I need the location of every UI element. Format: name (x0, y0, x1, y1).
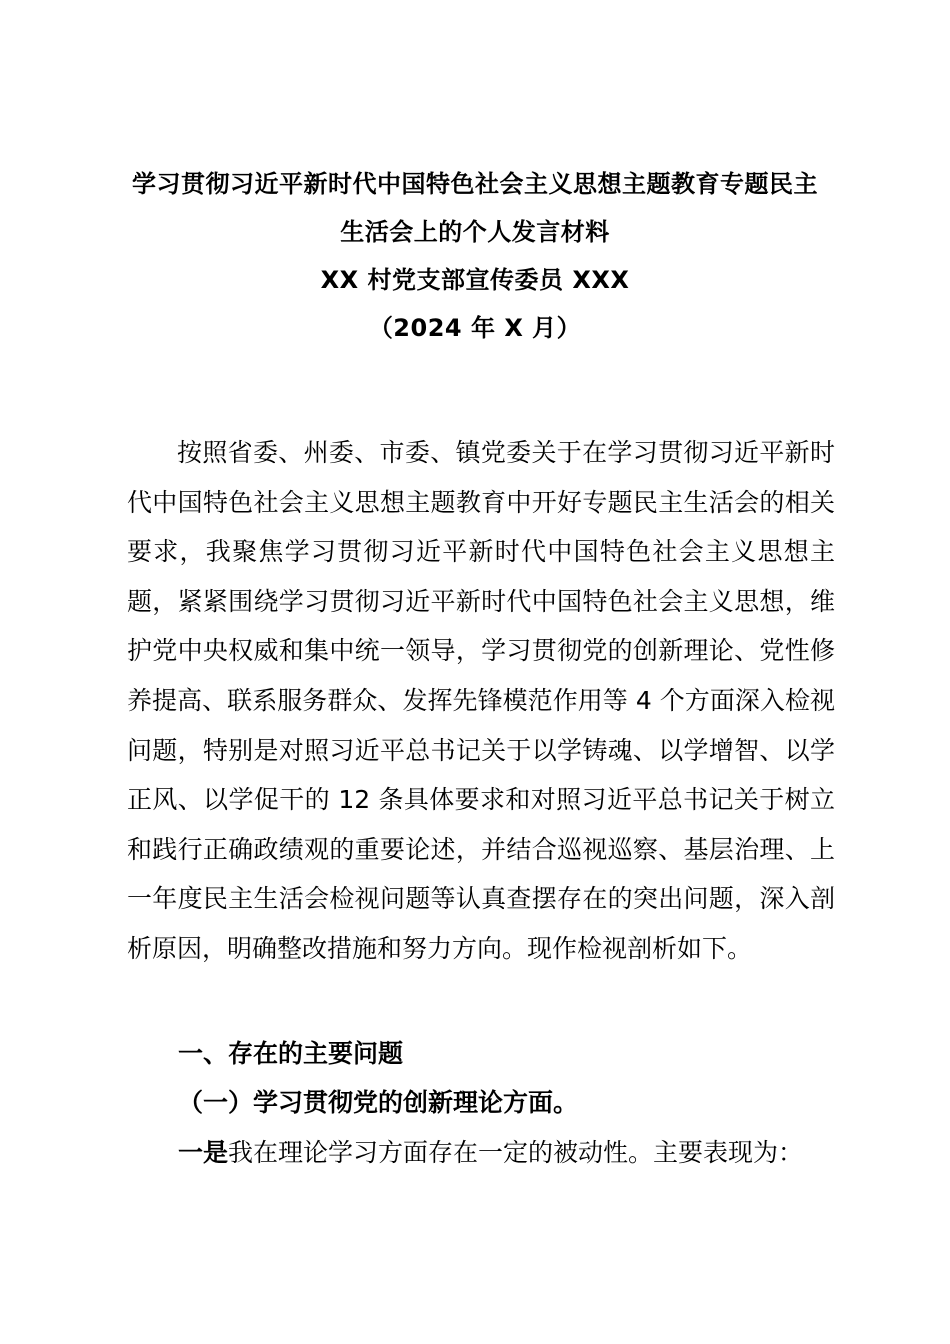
document-title-block (110, 160, 840, 352)
item-lead: 一是 (178, 1138, 229, 1167)
section-heading-1: 一、存在的主要问题 (178, 1039, 404, 1068)
document-body (127, 428, 835, 974)
intro-paragraph: 按照省委、州委、市委、镇党委关于在学习贯彻习近平新时代中国特色社会主义思想主题教育中开好专题民主生活会的相关要求，我聚焦学习贯彻习近平新时代中国特色社会主义思想主题，紧紧围绕学习贯彻习近平新时代中国特色社会主义思想，维护党中央权威和集中统一领导，学习贯彻党的创新理论、党性修养提高、联系服务群众、发挥先锋模范作用等 4 个方面深入检视问题，特别是对照习近平总书记关于以学铸魂、以学增智、以学正风、以学促干的 12 条具体要求和对照习近平总书记关于树立和践行正确政绩观的重要论述，并结合巡视巡察、基层治理、上一年度民主生活会检视问题等认真查摆存在的突出问题，深入剖析原因，明确整改措施和努力方向。现作检视剖析如下。 (127, 438, 835, 963)
document-title-line-1: 学习贯彻习近平新时代中国特色社会主义思想主题教育专题民主 (132, 170, 818, 198)
document-date: （2024 年 X 月） (368, 314, 582, 342)
item-paragraph-1 (178, 1128, 803, 1177)
document-author: XX 村党支部宣传委员 XXX (320, 266, 630, 294)
document-title-line-2: 生活会上的个人发言材料 (340, 218, 610, 246)
item-text: 我在理论学习方面存在一定的被动性。主要表现为： (228, 1138, 804, 1167)
subsection-heading-1: （一）学习贯彻党的创新理论方面。 (178, 1088, 579, 1117)
